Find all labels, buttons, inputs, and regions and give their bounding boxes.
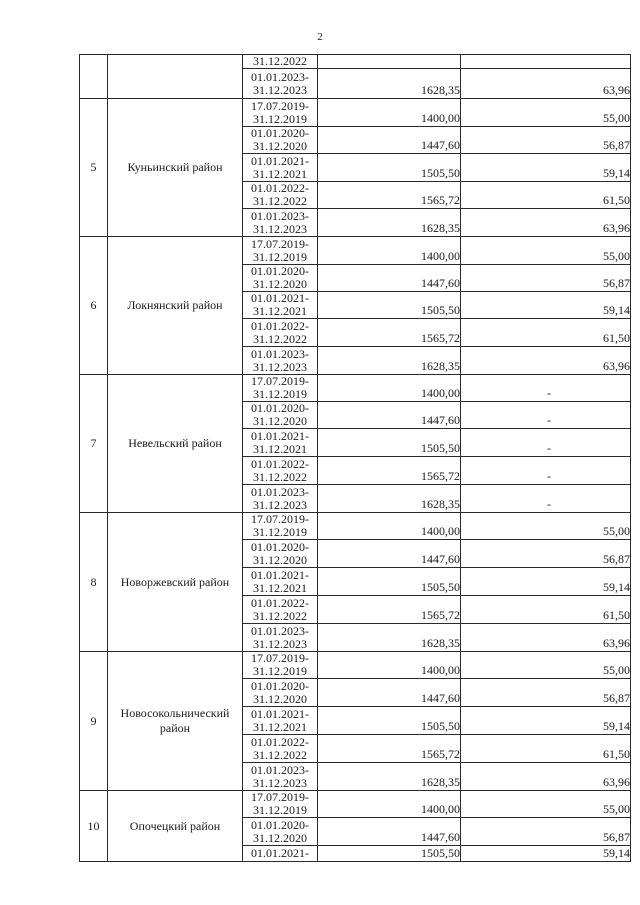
period-cell xyxy=(243,513,318,540)
row-number: 9 xyxy=(80,652,108,791)
compensation-value: 56,87 xyxy=(461,540,631,568)
period-line: 31.12.2020 xyxy=(253,414,307,428)
compensation-value: 55,00 xyxy=(461,99,631,127)
period-line: 31.12.2021 xyxy=(253,719,307,734)
period-cell xyxy=(243,485,318,513)
period-line: 31.12.2023 xyxy=(253,221,307,236)
row-number: 5 xyxy=(80,99,108,237)
table-row xyxy=(80,237,631,265)
period-line: 01.01.2020- xyxy=(251,539,309,554)
period-cell xyxy=(243,69,318,99)
period-line: 31.12.2020 xyxy=(253,139,307,153)
period-line: 01.01.2022- xyxy=(251,318,309,333)
row-number: 7 xyxy=(80,375,108,513)
period-line: 01.01.2021- xyxy=(251,846,309,860)
compensation-value: 55,00 xyxy=(461,237,631,265)
tariff-value: 1628,35 xyxy=(318,485,461,513)
period-line: 01.01.2022- xyxy=(251,181,309,195)
tariff-table xyxy=(79,54,631,862)
period-line: 01.01.2021- xyxy=(251,706,309,721)
tariff-value: 1400,00 xyxy=(318,99,461,127)
period-line: 01.01.2021- xyxy=(251,291,309,305)
compensation-value: 55,00 xyxy=(461,791,631,818)
district-name: Опочецкий район xyxy=(108,791,243,862)
period-cell xyxy=(243,319,318,347)
period-cell xyxy=(243,846,318,862)
period-line: 17.07.2019- xyxy=(251,236,309,251)
period-line: 01.01.2022- xyxy=(251,456,309,471)
compensation-value: 61,50 xyxy=(461,319,631,347)
tariff-value: 1628,35 xyxy=(318,347,461,375)
period-line: 31.12.2020 xyxy=(253,552,307,567)
period-cell xyxy=(243,182,318,209)
tariff-value: 1400,00 xyxy=(318,375,461,402)
period-line: 01.01.2021- xyxy=(251,153,309,168)
row-number: 10 xyxy=(80,791,108,862)
compensation-value: 63,96 xyxy=(461,763,631,791)
compensation-value: - xyxy=(461,429,631,457)
period-cell xyxy=(243,707,318,735)
period-line: 31.12.2021 xyxy=(253,304,307,318)
tariff-value: 1400,00 xyxy=(318,652,461,679)
period-line: 31.12.2021 xyxy=(253,166,307,181)
tariff-value: 1565,72 xyxy=(318,457,461,485)
compensation-value: 55,00 xyxy=(461,652,631,679)
period-line: 01.01.2022- xyxy=(251,595,309,610)
tariff-value xyxy=(318,55,461,69)
tariff-value: 1565,72 xyxy=(318,182,461,209)
period-cell xyxy=(243,127,318,154)
period-cell xyxy=(243,624,318,652)
period-line: 31.12.2020 xyxy=(253,277,307,291)
tariff-value: 1447,60 xyxy=(318,818,461,846)
period-cell xyxy=(243,429,318,457)
district-name xyxy=(108,55,243,99)
period-line: 31.12.2019 xyxy=(253,664,307,678)
compensation-value: - xyxy=(461,402,631,429)
tariff-value: 1447,60 xyxy=(318,402,461,429)
compensation-value: 63,96 xyxy=(461,69,631,99)
compensation-value: 61,50 xyxy=(461,735,631,763)
period-line: 01.01.2022- xyxy=(251,734,309,749)
period-line: 31.12.2023 xyxy=(253,636,307,651)
period-line: 31.12.2020 xyxy=(253,691,307,706)
compensation-value: 59,14 xyxy=(461,846,631,862)
period-line: 17.07.2019- xyxy=(251,651,309,665)
period-cell xyxy=(243,763,318,791)
tariff-value: 1628,35 xyxy=(318,69,461,99)
period-line: 31.12.2022 xyxy=(253,54,307,68)
compensation-value: 56,87 xyxy=(461,818,631,846)
period-line: 31.12.2022 xyxy=(253,608,307,623)
period-cell xyxy=(243,791,318,818)
tariff-value: 1628,35 xyxy=(318,209,461,237)
period-line: 01.01.2023- xyxy=(251,346,309,361)
period-line: 01.01.2023- xyxy=(251,484,309,499)
period-line: 01.01.2023- xyxy=(251,762,309,777)
tariff-value: 1447,60 xyxy=(318,265,461,292)
tariff-value: 1505,50 xyxy=(318,707,461,735)
period-line: 01.01.2020- xyxy=(251,817,309,832)
period-line: 31.12.2023 xyxy=(253,82,307,97)
table-row xyxy=(80,99,631,127)
compensation-value: 56,87 xyxy=(461,265,631,292)
district-name: Невельский район xyxy=(108,375,243,513)
period-line: 01.01.2021- xyxy=(251,567,309,582)
period-line: 31.12.2019 xyxy=(253,387,307,401)
period-line: 31.12.2019 xyxy=(253,803,307,817)
tariff-value: 1505,50 xyxy=(318,292,461,319)
table-row xyxy=(80,513,631,540)
period-cell xyxy=(243,209,318,237)
period-cell xyxy=(243,568,318,596)
tariff-value: 1565,72 xyxy=(318,596,461,624)
tariff-value: 1628,35 xyxy=(318,763,461,791)
compensation-value: 63,96 xyxy=(461,347,631,375)
tariff-value: 1505,50 xyxy=(318,568,461,596)
compensation-value: 59,14 xyxy=(461,154,631,182)
compensation-value: 59,14 xyxy=(461,292,631,319)
period-cell xyxy=(243,652,318,679)
district-name: Локнянский район xyxy=(108,237,243,375)
period-line: 01.01.2021- xyxy=(251,428,309,443)
period-line: 01.01.2023- xyxy=(251,623,309,638)
compensation-value: 61,50 xyxy=(461,596,631,624)
period-cell xyxy=(243,265,318,292)
compensation-value: - xyxy=(461,375,631,402)
row-number: 8 xyxy=(80,513,108,652)
tariff-value: 1628,35 xyxy=(318,624,461,652)
period-cell xyxy=(243,596,318,624)
period-line: 01.01.2023- xyxy=(251,69,309,84)
compensation-value xyxy=(461,55,631,69)
period-cell xyxy=(243,292,318,319)
tariff-value: 1447,60 xyxy=(318,540,461,568)
period-line: 31.12.2021 xyxy=(253,441,307,456)
district-name: Новоржевский район xyxy=(108,513,243,652)
tariff-table-body xyxy=(80,55,631,862)
period-line: 17.07.2019- xyxy=(251,512,309,526)
period-cell xyxy=(243,457,318,485)
period-cell xyxy=(243,154,318,182)
row-number xyxy=(80,55,108,99)
compensation-value: 59,14 xyxy=(461,707,631,735)
district-name: Куньинский район xyxy=(108,99,243,237)
period-line: 01.01.2020- xyxy=(251,264,309,278)
table-row xyxy=(80,791,631,818)
period-cell xyxy=(243,679,318,707)
table-row xyxy=(80,375,631,402)
period-cell xyxy=(243,540,318,568)
tariff-value: 1565,72 xyxy=(318,319,461,347)
table-row xyxy=(80,55,631,69)
compensation-value: 56,87 xyxy=(461,127,631,154)
period-cell xyxy=(243,818,318,846)
tariff-value: 1400,00 xyxy=(318,237,461,265)
period-line: 17.07.2019- xyxy=(251,790,309,804)
period-line: 01.01.2020- xyxy=(251,126,309,140)
period-cell xyxy=(243,375,318,402)
period-line: 31.12.2022 xyxy=(253,194,307,208)
period-line: 31.12.2019 xyxy=(253,525,307,539)
compensation-value: - xyxy=(461,485,631,513)
tariff-value: 1400,00 xyxy=(318,513,461,540)
compensation-value: 56,87 xyxy=(461,679,631,707)
period-line: 31.12.2022 xyxy=(253,469,307,484)
tariff-value: 1505,50 xyxy=(318,846,461,862)
tariff-value: 1447,60 xyxy=(318,679,461,707)
page-number: 2 xyxy=(317,31,323,43)
period-line: 31.12.2019 xyxy=(253,249,307,264)
period-cell xyxy=(243,402,318,429)
period-cell xyxy=(243,347,318,375)
period-line: 01.01.2023- xyxy=(251,208,309,223)
compensation-value: 61,50 xyxy=(461,182,631,209)
period-line: 31.12.2019 xyxy=(253,111,307,126)
tariff-value: 1447,60 xyxy=(318,127,461,154)
period-line: 01.01.2020- xyxy=(251,678,309,693)
period-line: 17.07.2019- xyxy=(251,374,309,388)
period-line: 31.12.2022 xyxy=(253,331,307,346)
period-line: 17.07.2019- xyxy=(251,98,309,113)
period-line: 31.12.2023 xyxy=(253,497,307,512)
period-line: 01.01.2020- xyxy=(251,401,309,415)
period-cell xyxy=(243,55,318,69)
compensation-value: - xyxy=(461,457,631,485)
tariff-value: 1505,50 xyxy=(318,429,461,457)
compensation-value: 59,14 xyxy=(461,568,631,596)
period-line: 31.12.2022 xyxy=(253,747,307,762)
period-cell xyxy=(243,735,318,763)
period-cell xyxy=(243,237,318,265)
period-line: 31.12.2023 xyxy=(253,359,307,374)
period-cell xyxy=(243,99,318,127)
table-row xyxy=(80,652,631,679)
compensation-value: 63,96 xyxy=(461,624,631,652)
period-line: 31.12.2021 xyxy=(253,580,307,595)
compensation-value: 55,00 xyxy=(461,513,631,540)
row-number: 6 xyxy=(80,237,108,375)
compensation-value: 63,96 xyxy=(461,209,631,237)
period-line: 31.12.2023 xyxy=(253,775,307,790)
tariff-value: 1505,50 xyxy=(318,154,461,182)
period-line: 31.12.2020 xyxy=(253,830,307,845)
tariff-value: 1400,00 xyxy=(318,791,461,818)
tariff-value: 1565,72 xyxy=(318,735,461,763)
district-name: Новосокольнический район xyxy=(108,652,243,791)
